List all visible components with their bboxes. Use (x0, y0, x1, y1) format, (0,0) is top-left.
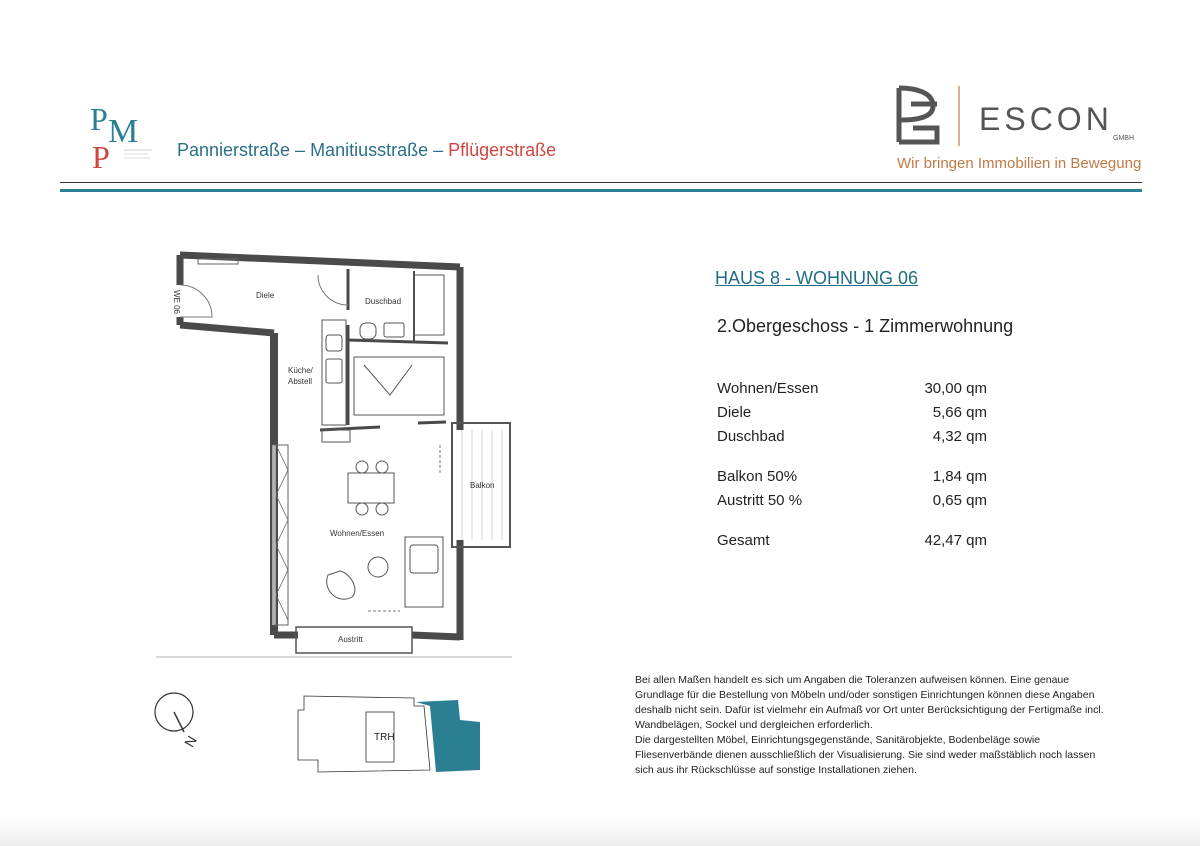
floor-plan-walls (180, 255, 460, 640)
compass-needle-icon (174, 712, 184, 732)
site-plan-building (298, 696, 430, 772)
area-label: Wohnen/Essen (717, 380, 819, 397)
escon-logo (893, 84, 1143, 174)
plan-label-terrace: Austritt (338, 635, 363, 644)
floor-plan-dining (348, 461, 394, 515)
project-streets-accent: Pflügerstraße (448, 140, 557, 160)
area-value: 30,00 qm (924, 380, 987, 397)
area-table (717, 377, 987, 553)
plan-label-entry: WE 06 (172, 290, 181, 315)
header-rule-thin (60, 182, 1142, 183)
plan-label-living: Wohnen/Essen (330, 529, 385, 538)
area-label: Diele (717, 404, 752, 421)
area-value: 1,84 qm (932, 468, 987, 485)
plan-label-balcony: Balkon (470, 481, 495, 490)
escon-brand-name: ESCON (979, 101, 1113, 137)
escon-tagline: Wir bringen Immobilien in Bewegung (897, 155, 1142, 172)
escon-brand-suffix: GMBH (1113, 135, 1134, 142)
project-streets (177, 140, 556, 161)
plan-label-kitchen-2: Abstell (288, 377, 313, 386)
area-value: 4,32 qm (932, 428, 987, 445)
area-row (717, 425, 987, 449)
bottom-shade (0, 815, 1200, 846)
pmp-logo-letter-p1: P (90, 101, 108, 137)
unit-title: HAUS 8 - WOHNUNG 06 (715, 268, 919, 288)
area-row (717, 377, 987, 401)
area-total-row (717, 529, 987, 553)
floor-plan (150, 245, 520, 665)
plan-label-hall: Diele (256, 291, 275, 300)
plan-label-kitchen-1: Küche/ (288, 366, 313, 375)
project-streets-main: Pannierstraße – Manitiusstraße – (177, 140, 449, 160)
disclaimer-paragraph-2: Die dargestellten Möbel, Einrichtungsgegenstände, Sanitärobjekte, Bodenbeläge sowie Fliesenverbände dienen ausschließlich der Visualisierung. Sie sind weder maßstäblich noch lassen sich aus ihr Rückschlüsse auf sonstige Installationen ziehen. (635, 734, 1096, 776)
area-value: 0,65 qm (932, 492, 987, 509)
pmp-logo-letter-m: M (108, 113, 139, 150)
unit-subtitle: 2.Obergeschoss - 1 Zimmerwohnung (717, 316, 1014, 336)
pmp-logo (88, 100, 158, 175)
floor-plan-kitchen (322, 320, 350, 442)
area-label: Austritt 50 % (717, 492, 803, 509)
disclaimer-paragraph-1: Bei allen Maßen handelt es sich um Angaben die Toleranzen aufweisen können. Eine genaue Grundlage für die Bestellung von Möbeln und/oder sonstigen Einrichtungen können diese Angaben deshalb nicht sein. Dafür ist vielmehr ein Aufmaß vor Ort unter Berücksichtigung der Fertigmaße incl. Wandbelägen, Sockel und dergleichen erforderlich. (635, 674, 1104, 731)
north-compass (152, 690, 212, 750)
area-total-value: 42,47 qm (924, 532, 987, 549)
area-label: Duschbad (717, 428, 785, 445)
site-plan-label: TRH (374, 732, 395, 743)
plan-label-bath: Duschbad (365, 297, 402, 306)
escon-logo-mark (899, 88, 937, 142)
compass-north-label: N (180, 732, 200, 750)
area-row (717, 489, 987, 513)
area-row (717, 465, 987, 489)
area-value: 5,66 qm (932, 404, 987, 421)
site-plan (290, 690, 490, 775)
header-rule-thick (60, 189, 1142, 192)
floor-plan-bath (354, 275, 444, 415)
area-total-label: Gesamt (717, 532, 770, 549)
area-label: Balkon 50% (717, 468, 798, 485)
floor-plan-living-furniture (327, 537, 443, 607)
area-row (717, 401, 987, 425)
disclaimer (635, 673, 1105, 778)
pmp-logo-letter-p2: P (92, 139, 110, 175)
